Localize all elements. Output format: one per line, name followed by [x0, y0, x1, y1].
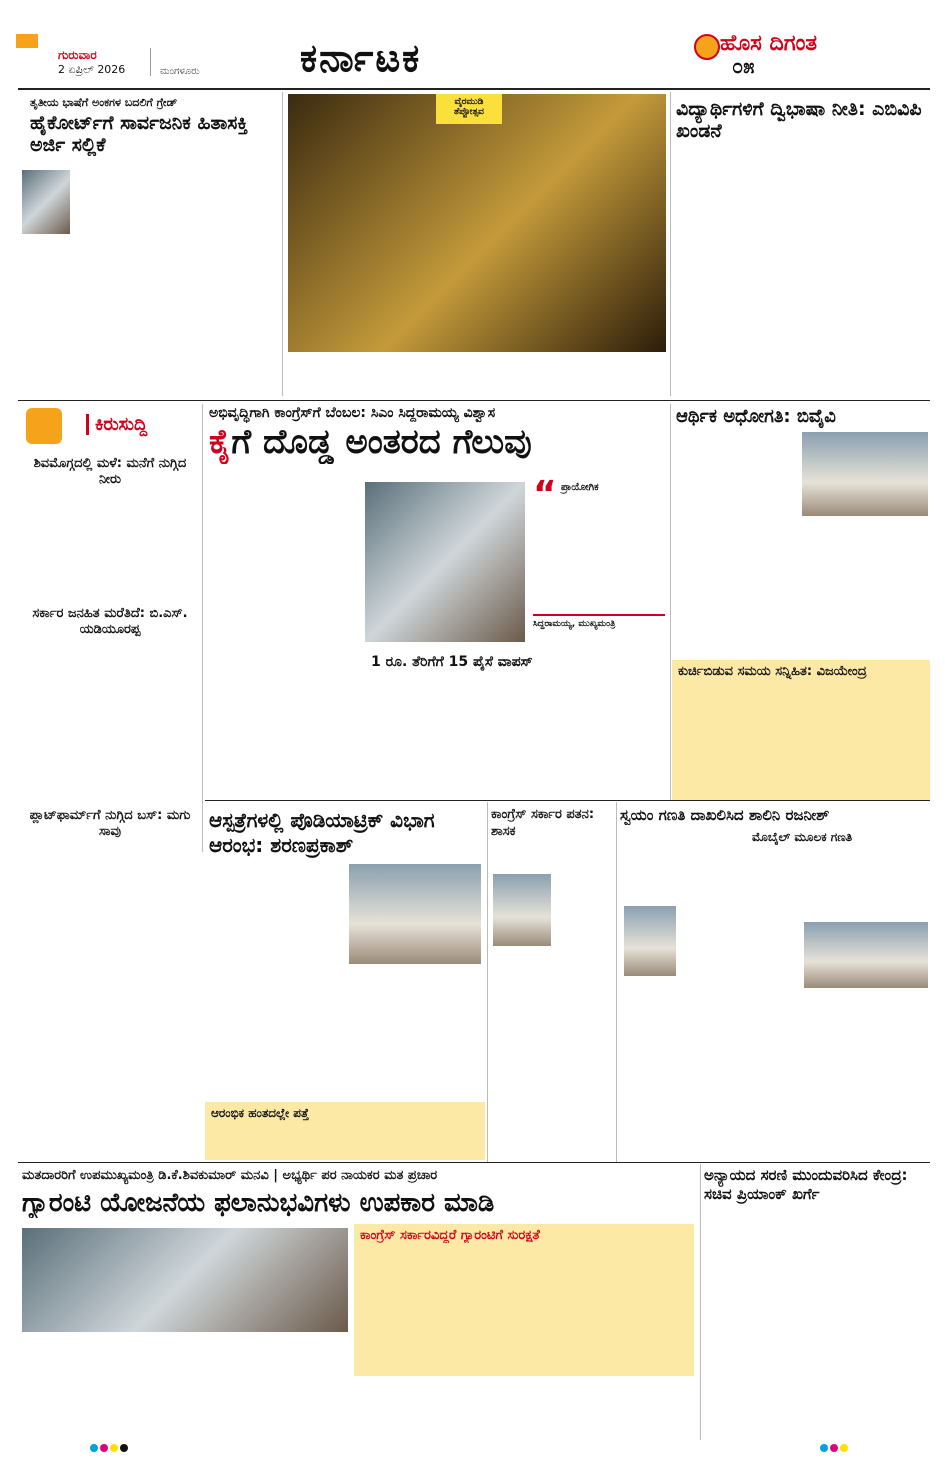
box-title: ಆರಂಭಿಕ ಹಂತದಲ್ಲೇ ಪತ್ತೆ [211, 1106, 309, 1120]
article-kicker: ತೃತೀಯ ಭಾಷೆಗೆ ಅಂಕಗಳ ಬದಲಿಗೆ ಗ್ರೇಡ್ [30, 96, 178, 109]
guarantee-box [354, 1224, 694, 1376]
masthead-date: 2 ಏಪ್ರಿಲ್ 2026 [58, 63, 126, 76]
congress-fall-article [489, 802, 614, 1162]
main-lead-article [205, 402, 668, 798]
lead-headline-rest: ಗೆ ದೊಡ್ಡ ಅಂತರದ ಗೆಲುವು [231, 422, 532, 462]
article-headline: ಹೈಕೋರ್ಟ್‌ಗೆ ಸಾರ್ವಜನಿಕ ಹಿತಾಸಕ್ತಿ ಅರ್ಜಿ ಸಲ್ಲಿಕೆ [30, 112, 248, 156]
section-title: ಕರ್ನಾಟಕ [300, 36, 422, 80]
quote-author: ಸಿದ್ದರಾಮಯ್ಯ, ಮುಖ್ಯಮಂತ್ರಿ [533, 614, 665, 629]
hospital-article [205, 802, 485, 1162]
cmyk-dot [840, 1444, 848, 1452]
article-body [78, 154, 278, 394]
brief-body-2 [22, 644, 198, 804]
left-top-article [18, 92, 280, 402]
article-body [209, 864, 345, 1092]
section-rule [18, 1162, 930, 1163]
brief-body-1 [22, 492, 198, 602]
section-rule [205, 800, 930, 801]
article-body [676, 434, 796, 656]
column-divider [670, 404, 671, 800]
photo-tag [436, 94, 502, 124]
paper-name: ಹೊಸ ದಿಗಂತ [720, 30, 818, 56]
brief-title-3: ಪ್ಲಾಟ್‌ಫಾರ್ಮ್‌ಗೆ ನುಗ್ಗಿದ ಬಸ್: ಮಗು ಸಾವು [29, 808, 191, 839]
article-body [676, 152, 930, 392]
column-divider [616, 802, 617, 1162]
bottom-left-article [18, 1164, 698, 1440]
box-body [211, 1122, 479, 1158]
column-divider [700, 1164, 701, 1440]
cmyk-dot [830, 1444, 838, 1452]
masthead-city: ಮಂಗಳೂರು [160, 66, 200, 77]
lead-kicker: ಅಭಿವೃದ್ಧಿಗಾಗಿ ಕಾಂಗ್ರೆಸ್‌ಗೆ ಬೆಂಬಲ: ಸಿಎಂ ಸಿದ್ದರಾಮಯ್ಯ ವಿಶ್ವಾಸ [209, 405, 496, 421]
column-divider [487, 802, 488, 1162]
photo-tag-line1: ವೈರಮುಡಿ [454, 97, 484, 107]
lead-subhead: 1 ರೂ. ತೆರಿಗೆಗೆ 15 ಪೈಸೆ ವಾಪಸ್ [371, 654, 533, 670]
column-divider [202, 404, 203, 852]
photo-tag-line2: ತೆಪ್ಪೋತ್ಸವ [454, 107, 484, 117]
quote-mark-icon: “ [533, 474, 557, 515]
cmyk-dot [820, 1444, 828, 1452]
article-headline: ವಿದ್ಯಾರ್ಥಿಗಳಿಗೆ ದ್ವಿಭಾಷಾ ನೀತಿ: ಎಬಿವಿಪಿ ಖಂಡನೆ [676, 98, 922, 142]
article-body [620, 830, 746, 1156]
logo-emblem-icon [694, 34, 720, 60]
lead-sub-body [371, 674, 665, 794]
shalini-rajneesh-photo [624, 906, 676, 976]
print-registration-marks [90, 1444, 850, 1454]
article-headline: ಗ್ಯಾರಂಟಿ ಯೋಜನೆಯ ಫಲಾನುಭವಿಗಳು ಉಪಕಾರ ಮಾಡಿ [22, 1188, 495, 1218]
cmyk-dot [110, 1444, 118, 1452]
masthead-day: ಗುರುವಾರ [58, 48, 97, 62]
census-photo [804, 922, 928, 988]
box-body [360, 1246, 688, 1372]
brief-body-3 [22, 844, 198, 850]
hand-icon [26, 408, 62, 444]
lead-headline-highlight: ಕೈ [209, 422, 232, 462]
masthead-stripe [16, 34, 38, 48]
photo-caption [290, 356, 666, 396]
article-body [491, 842, 613, 1158]
cmyk-dot [100, 1444, 108, 1452]
box-title: ಮೊಬೈಲ್ ಮೂಲಕ ಗಣತಿ [752, 830, 853, 844]
page-number: ೦೫ [732, 54, 755, 78]
quote-text [533, 500, 665, 610]
vijayendra-box [672, 660, 930, 800]
campaign-photo [22, 1228, 348, 1332]
right-mid-article [672, 402, 930, 800]
temple-festival-photo [288, 94, 666, 352]
box-title: ಕಾಂಗ್ರೆಸ್ ಸರ್ಕಾರವಿದ್ದರೆ ಗ್ಯಾರಂಟಿಗೆ ಸುರಕ್ಷತೆ [360, 1228, 540, 1243]
kirusuddi-header [18, 404, 200, 452]
cmyk-dot [120, 1444, 128, 1452]
section-rule [18, 400, 930, 401]
cmyk-dot [90, 1444, 98, 1452]
column-divider [670, 92, 671, 396]
article-body [22, 1340, 348, 1438]
article-kicker: ಮತದಾರರಿಗೆ ಉಪಮುಖ್ಯಮಂತ್ರಿ ಡಿ.ಕೆ.ಶಿವಕುಮಾರ್ ಮನವಿ | ಅಭ್ಯರ್ಥಿ ಪರ ನಾಯಕರ ಮತ ಪ್ರಚಾರ [22, 1168, 438, 1183]
census-article [618, 802, 930, 1162]
masthead-divider [150, 48, 151, 76]
lead-headline [209, 422, 667, 464]
quote-box [533, 474, 665, 654]
hospital-photo [349, 864, 481, 964]
cm-siddaramaiah-photo [365, 482, 525, 642]
lead-body [209, 472, 359, 732]
kirusuddi-label: ಕಿರುಸುದ್ದಿ [86, 414, 147, 435]
article-headline: ಕಾಂಗ್ರೆಸ್ ಸರ್ಕಾರ ಪತನ: ಶಾಸಕ [491, 807, 595, 839]
early-detection-box [205, 1102, 485, 1160]
article-body [704, 1208, 930, 1438]
masthead-rule [18, 88, 930, 90]
bottom-right-article [702, 1164, 930, 1440]
article-headline: ಆಸ್ಪತ್ರೆಗಳಲ್ಲಿ ಪೊಡಿಯಾಟ್ರಿಕ್ ವಿಭಾಗ ಆರಂಭ: ಶರಣಪ್ರಕಾಶ್ [209, 808, 435, 857]
right-top-article [672, 92, 930, 400]
brief-title-2: ಸರ್ಕಾರ ಜನಹಿತ ಮರೆತಿದೆ: ಬಿ.ಎಸ್. ಯಡಿಯೂರಪ್ಪ [32, 606, 188, 637]
column-divider [282, 92, 283, 396]
box-title: ಕುರ್ಚಿಬಿಡುವ ಸಮಯ ಸನ್ನಿಹಿತ: ವಿಜಯೇಂದ್ರ [678, 664, 867, 679]
kirusuddi-column [18, 404, 200, 860]
masthead-logo [690, 30, 930, 78]
brief-title-1: ಶಿವಮೊಗ್ಗದಲ್ಲಿ ಮಳೆ: ಮನೆಗೆ ನುಗ್ಗಿದ ನೀರು [33, 456, 187, 487]
article-headline: ಸ್ವಯಂ ಗಣತಿ ದಾಖಲಿಸಿದ ಶಾಲಿನಿ ರಜನೀಶ್ [620, 806, 830, 824]
quote-label: ಪ್ರಾಯೋಗಿಕ [561, 482, 599, 493]
article-headline: ಆರ್ಥಿಕ ಅಧೋಗತಿ: ಬಿವೈವಿ [676, 406, 836, 427]
masthead [0, 0, 945, 86]
article-headline: ಅನ್ಯಾಯದ ಸರಣಿ ಮುಂದುವರಿಸಿದ ಕೇಂದ್ರ: ಸಚಿವ ಪ್ರಿಯಾಂಕ್ ಖರ್ಗೆ [704, 1166, 908, 1203]
vijayendra-photo [802, 432, 928, 516]
high-court-photo [22, 170, 70, 234]
box-body [678, 684, 924, 796]
